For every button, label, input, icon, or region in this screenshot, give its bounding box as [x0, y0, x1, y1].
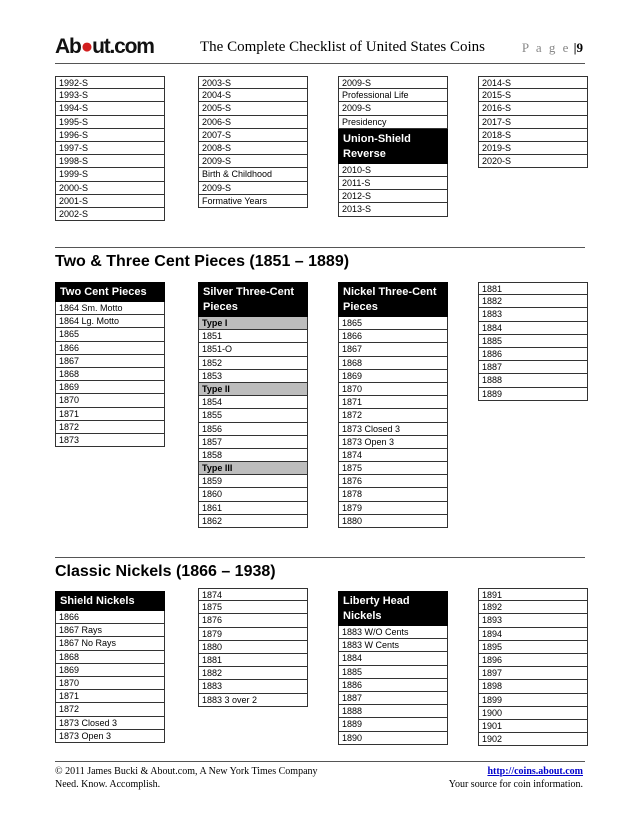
checklist-item: 1868	[55, 368, 165, 381]
checklist-item: 1873 Closed 3	[55, 717, 165, 730]
checklist-item: 1896	[478, 654, 588, 667]
checklist-item: 1878	[338, 488, 448, 501]
checklist-item: 1888	[338, 705, 448, 718]
checklist-item: 1870	[55, 394, 165, 407]
checklist-item: 1855	[198, 409, 308, 422]
document-title: The Complete Checklist of United States Coins	[200, 39, 485, 55]
checklist-item: 1901	[478, 720, 588, 733]
section-divider	[55, 247, 585, 248]
checklist-item: 1897	[478, 667, 588, 680]
checklist-item: 2009-S	[338, 102, 448, 115]
checklist-item: 1860	[198, 488, 308, 501]
checklist-item: 1869	[55, 664, 165, 677]
three-cent-continued-list	[478, 282, 588, 401]
checklist-item: 1872	[338, 409, 448, 422]
checklist-item: 1885	[338, 666, 448, 679]
checklist-item: 1899	[478, 694, 588, 707]
column-header	[338, 129, 448, 164]
checklist-item: 1890	[338, 732, 448, 745]
column-header-text: Pieces	[203, 301, 238, 313]
checklist-item: 1868	[338, 357, 448, 370]
section-title-two-three-cent: Two & Three Cent Pieces (1851 – 1889)	[55, 253, 350, 270]
silver-three-cent-list	[198, 282, 308, 528]
checklist-item: 1856	[198, 423, 308, 436]
checklist-item: 2020-S	[478, 155, 588, 168]
checklist-item: 1865	[55, 328, 165, 341]
checklist-item: 1880	[338, 515, 448, 528]
checklist-item: 2006-S	[198, 116, 308, 129]
checklist-item: 1859	[198, 475, 308, 488]
checklist-item: 1864 Lg. Motto	[55, 315, 165, 328]
checklist-item: 1871	[338, 396, 448, 409]
checklist-item: 1879	[338, 502, 448, 515]
checklist-item: 1868	[55, 651, 165, 664]
checklist-item: 1999-S	[55, 168, 165, 181]
column-header-text: Shield Nickels	[60, 595, 135, 607]
checklist-item: 2017-S	[478, 116, 588, 129]
checklist-item: 2003-S	[198, 76, 308, 89]
checklist-item: 1851-O	[198, 343, 308, 356]
column-header-text: Liberty Head	[343, 595, 410, 607]
checklist-item: 2004-S	[198, 89, 308, 102]
checklist-item: 2019-S	[478, 142, 588, 155]
checklist-item: Presidency	[338, 116, 448, 129]
checklist-item: 1867	[55, 355, 165, 368]
checklist-item: 1888	[478, 374, 588, 387]
checklist-item: 1870	[338, 383, 448, 396]
checklist-item: 1895	[478, 641, 588, 654]
checklist-item: 1852	[198, 357, 308, 370]
checklist-item: 1886	[478, 348, 588, 361]
about-com-logo: Ab●ut.com	[55, 35, 154, 58]
column-header-text: Union-Shield Reverse	[343, 132, 411, 160]
checklist-item: 1871	[55, 690, 165, 703]
checklist-item: 1872	[55, 421, 165, 434]
checklist-item: 2005-S	[198, 102, 308, 115]
nickel-three-cent-list	[338, 282, 448, 528]
section-divider	[55, 557, 585, 558]
checklist-item: 1853	[198, 370, 308, 383]
checklist-item: 1870	[55, 677, 165, 690]
checklist-item: 1866	[55, 611, 165, 624]
checklist-item: 1889	[338, 718, 448, 731]
checklist-item: 1857	[198, 436, 308, 449]
checklist-item: 1873 Open 3	[55, 730, 165, 743]
logo-ring-icon: ●	[80, 35, 93, 58]
checklist-item: 1866	[55, 342, 165, 355]
checklist-item: 1879	[198, 628, 308, 641]
type-subheader: Type I	[198, 317, 308, 330]
checklist-item: 2009-S	[338, 76, 448, 89]
checklist-item: 1882	[198, 667, 308, 680]
checklist-item: 1854	[198, 396, 308, 409]
checklist-item: 1892	[478, 601, 588, 614]
checklist-item: 1884	[338, 652, 448, 665]
column-header	[198, 282, 308, 317]
checklist-item: 1883 W/O Cents	[338, 626, 448, 639]
checklist-column-4	[478, 76, 588, 168]
checklist-item: 1900	[478, 707, 588, 720]
checklist-item: 1872	[55, 703, 165, 716]
checklist-item: 2018-S	[478, 129, 588, 142]
checklist-item: 1864 Sm. Motto	[55, 302, 165, 315]
checklist-item: 1867 No Rays	[55, 637, 165, 650]
page-number: P a g e |9	[521, 40, 583, 55]
checklist-item: 1887	[338, 692, 448, 705]
checklist-item: 1992-S	[55, 76, 165, 89]
checklist-item: 1867 Rays	[55, 624, 165, 637]
checklist-item: 1876	[338, 475, 448, 488]
checklist-item: 1869	[338, 370, 448, 383]
checklist-column-3	[338, 76, 448, 217]
checklist-item: 2008-S	[198, 142, 308, 155]
checklist-item: 2014-S	[478, 76, 588, 89]
checklist-column-1	[55, 76, 165, 221]
checklist-item: Formative Years	[198, 195, 308, 208]
shield-nickels-continued-list	[198, 588, 308, 707]
checklist-item: 1994-S	[55, 102, 165, 115]
checklist-item: 1891	[478, 588, 588, 601]
checklist-item: 2009-S	[198, 155, 308, 168]
checklist-item: 1873 Closed 3	[338, 423, 448, 436]
checklist-item: 1885	[478, 335, 588, 348]
checklist-item: 1883 3 over 2	[198, 694, 308, 707]
checklist-column-2	[198, 76, 308, 208]
checklist-item: 1889	[478, 388, 588, 401]
two-cent-pieces-list	[55, 282, 165, 447]
checklist-item: Professional Life	[338, 89, 448, 102]
checklist-item: 1887	[478, 361, 588, 374]
checklist-item: 2009-S	[198, 182, 308, 195]
checklist-item: 2013-S	[338, 203, 448, 216]
footer-source: Your source for coin information.	[448, 779, 583, 790]
checklist-item: 1874	[198, 588, 308, 601]
column-header-text: Two Cent Pieces	[60, 286, 147, 298]
checklist-item: 1880	[198, 641, 308, 654]
footer-tagline: Need. Know. Accomplish.	[55, 779, 161, 790]
checklist-item: 1861	[198, 502, 308, 515]
checklist-item: 1875	[338, 462, 448, 475]
checklist-item: 1869	[55, 381, 165, 394]
section-title-classic-nickels: Classic Nickels (1866 – 1938)	[55, 563, 276, 580]
column-header-text: Pieces	[343, 301, 378, 313]
checklist-item: 1881	[198, 654, 308, 667]
liberty-nickels-continued-list	[478, 588, 588, 746]
checklist-item: 1875	[198, 601, 308, 614]
checklist-item: 2012-S	[338, 190, 448, 203]
checklist-item: 1884	[478, 322, 588, 335]
footer-link[interactable]: http://coins.about.com	[487, 766, 583, 777]
checklist-item: 1865	[338, 317, 448, 330]
checklist-item: 1862	[198, 515, 308, 528]
checklist-item: 1851	[198, 330, 308, 343]
page-header	[55, 36, 585, 60]
checklist-item: 1867	[338, 343, 448, 356]
checklist-item: 1858	[198, 449, 308, 462]
header-divider	[55, 63, 585, 64]
checklist-item: 1995-S	[55, 116, 165, 129]
checklist-item: 1876	[198, 614, 308, 627]
checklist-item: 2011-S	[338, 177, 448, 190]
checklist-item: 1997-S	[55, 142, 165, 155]
checklist-item: 1883	[478, 308, 588, 321]
checklist-item: 1898	[478, 680, 588, 693]
type-subheader: Type III	[198, 462, 308, 475]
column-header-text: Nickels	[343, 610, 382, 622]
checklist-item: 1871	[55, 408, 165, 421]
checklist-item: 1998-S	[55, 155, 165, 168]
checklist-item: 2010-S	[338, 164, 448, 177]
column-header	[338, 282, 448, 317]
column-header-text: Nickel Three-Cent	[343, 286, 437, 298]
checklist-item: 1893	[478, 614, 588, 627]
type-subheader: Type II	[198, 383, 308, 396]
checklist-item: 1882	[478, 295, 588, 308]
checklist-item: 1886	[338, 679, 448, 692]
checklist-item: 2002-S	[55, 208, 165, 221]
checklist-item: 1883 W Cents	[338, 639, 448, 652]
checklist-item: 1993-S	[55, 89, 165, 102]
checklist-item: 1866	[338, 330, 448, 343]
liberty-head-nickels-list	[338, 591, 448, 745]
checklist-item: 1883	[198, 680, 308, 693]
checklist-item: 1996-S	[55, 129, 165, 142]
column-header	[55, 591, 165, 611]
shield-nickels-list	[55, 591, 165, 743]
column-header	[55, 282, 165, 302]
checklist-item: 1873 Open 3	[338, 436, 448, 449]
checklist-item: 2016-S	[478, 102, 588, 115]
column-header	[338, 591, 448, 626]
checklist-item: 1894	[478, 628, 588, 641]
checklist-item: 1902	[478, 733, 588, 746]
checklist-item: 1873	[55, 434, 165, 447]
footer-copyright: © 2011 James Bucki & About.com, A New York Times Company	[55, 766, 318, 777]
checklist-item: 1874	[338, 449, 448, 462]
checklist-item: Birth & Childhood	[198, 168, 308, 181]
checklist-item: 2000-S	[55, 182, 165, 195]
column-header-text: Silver Three-Cent	[203, 286, 295, 298]
checklist-item: 2001-S	[55, 195, 165, 208]
checklist-item: 2015-S	[478, 89, 588, 102]
checklist-item: 2007-S	[198, 129, 308, 142]
checklist-item: 1881	[478, 282, 588, 295]
footer-divider	[55, 761, 585, 762]
